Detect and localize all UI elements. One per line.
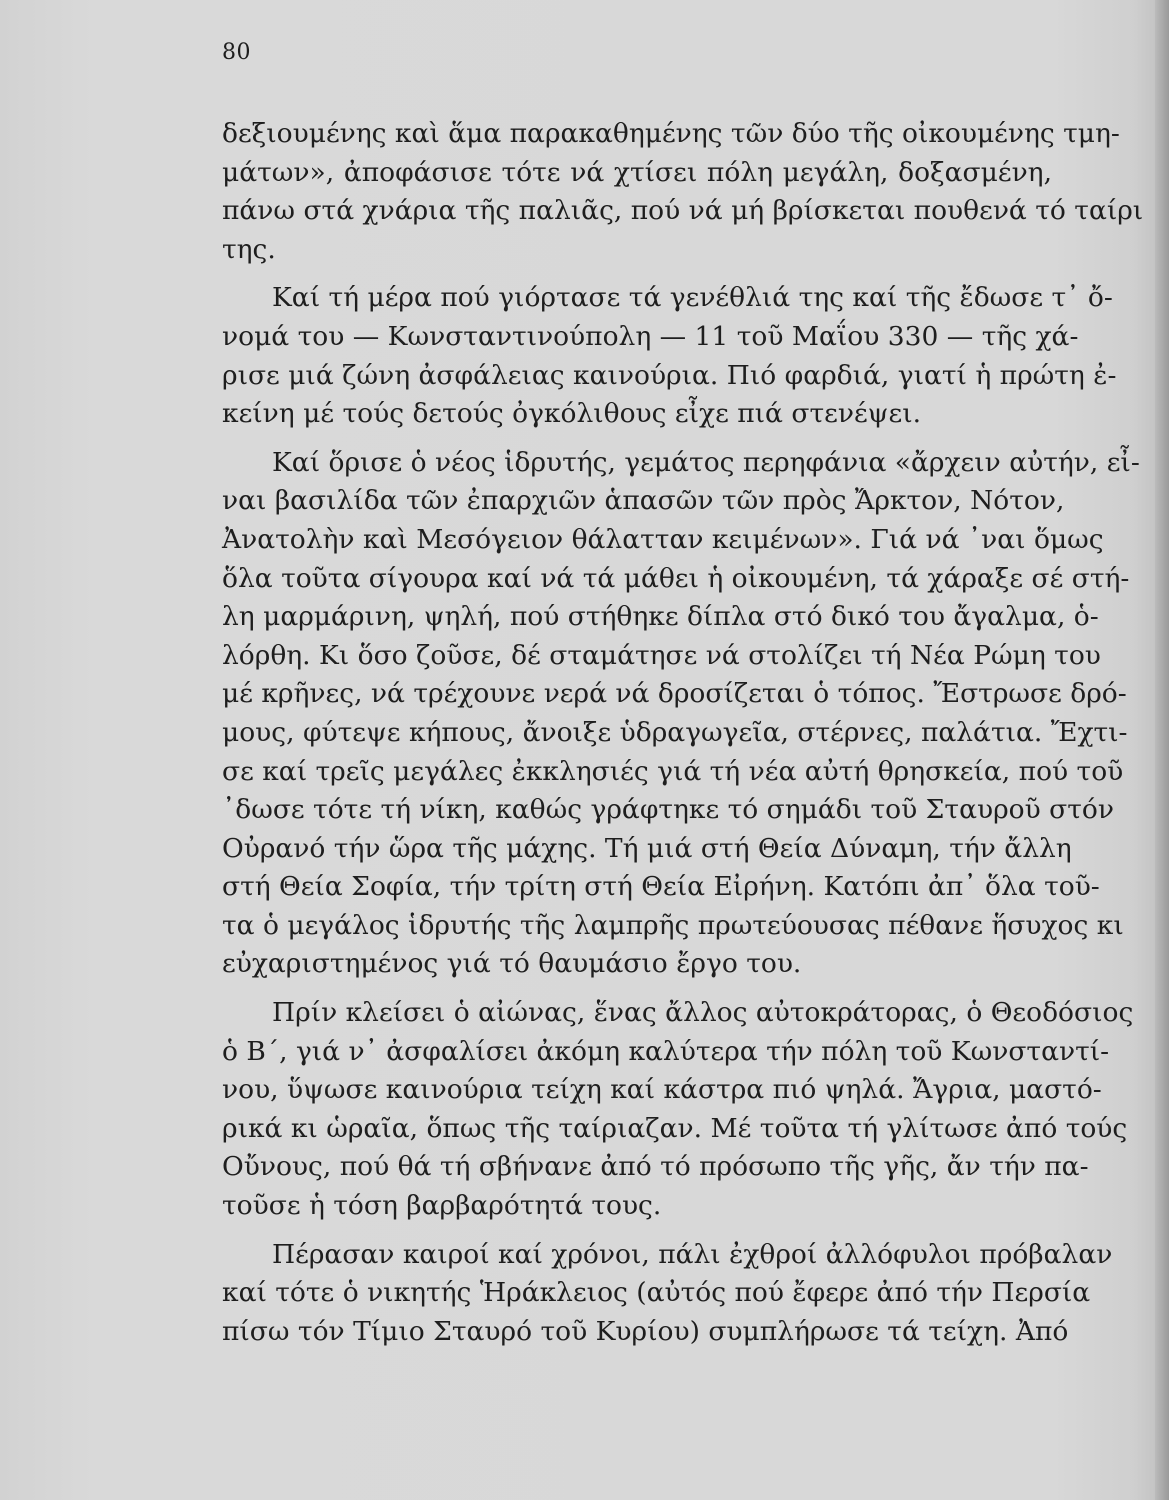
text-line: μους, φύτεψε κήπους, ἄνοιξε ὑδραγωγεῖα, στέρνες, παλάτια. Ἔχτι- — [222, 716, 1128, 748]
text-line: Ἀνατολὴν καὶ Μεσόγειον θάλατταν κειμένων». Γιά νά ᾽ναι ὅμως — [222, 523, 1104, 555]
paragraph — [222, 279, 1117, 433]
text-line: λόρθη. Κι ὅσο ζοῦσε, δέ σταμάτησε νά στολίζει τή Νέα Ρώμη του — [222, 639, 1101, 671]
text-line: νου, ὕψωσε καινούρια τείχη καί κάστρα πιό ψηλά. Ἄγρια, μαστό- — [222, 1074, 1102, 1106]
text-line: τα ὁ μεγάλος ἱδρυτής τῆς λαμπρῆς πρωτεύουσας πέθανε ἥσυχος κι — [222, 909, 1124, 941]
text-line: κείνη μέ τούς δετούς ὀγκόλιθους εἶχε πιά στενέψει. — [222, 398, 922, 430]
text-line: Οὐρανό τήν ὥρα τῆς μάχης. Τή μιά στή Θεία Δύναμη, τήν ἄλλη — [222, 832, 1072, 864]
paragraph — [222, 994, 1134, 1226]
text-line: Καί τή μέρα πού γιόρτασε τά γενέθλιά της καί τῆς ἔδωσε τ᾽ ὄ- — [272, 282, 1113, 314]
page-spine-shadow — [1155, 0, 1169, 1500]
text-line: σε καί τρεῖς μεγάλες ἐκκλησιές γιά τή νέα αὐτή θρησκεία, πού τοῦ — [222, 755, 1124, 787]
text-line: ὅλα τοῦτα σίγουρα καί νά τά μάθει ἡ οἰκουμένη, τά χάραξε σέ στή- — [222, 562, 1130, 594]
text-line: Πέρασαν καιροί καί χρόνοι, πάλι ἐχθροί ἀλλόφυλοι πρόβαλαν — [272, 1238, 1113, 1270]
text-line: Πρίν κλείσει ὁ αἰώνας, ἕνας ἄλλος αὐτοκράτορας, ὁ Θεοδόσιος — [272, 997, 1134, 1029]
text-line: λη μαρμάρινη, ψηλή, πού στήθηκε δίπλα στό δικό του ἄγαλμα, ὁ- — [222, 601, 1099, 633]
text-line: μέ κρῆνες, νά τρέχουνε νερά νά δροσίζεται ὁ τόπος. Ἔστρωσε δρό- — [222, 678, 1127, 710]
text-line: Καί ὅρισε ὁ νέος ἱδρυτής, γεμάτος περηφάνια «ἄρχειν αὐτήν, εἶ- — [272, 446, 1140, 478]
text-line: ᾽δωσε τότε τή νίκη, καθώς γράφτηκε τό σημάδι τοῦ Σταυροῦ στόν — [222, 794, 1114, 826]
paragraph — [222, 1236, 1113, 1352]
text-line: στή Θεία Σοφία, τήν τρίτη στή Θεία Εἰρήνη. Κατόπι ἀπ᾽ ὅλα τοῦ- — [222, 871, 1100, 903]
text-line: ναι βασιλίδα τῶν ἐπαρχιῶν ἁπασῶν τῶν πρὸς Ἄρκτον, Νότον, — [222, 485, 1065, 517]
body-text — [222, 115, 1144, 1351]
text-line: νομά του — Κωνσταντινούπολη — 11 τοῦ Μαΐου 330 — τῆς χά- — [222, 320, 1079, 352]
text-line: εὐχαριστημένος γιά τό θαυμάσιο ἔργο του. — [222, 948, 802, 980]
text-line: ρικά κι ὡραῖα, ὅπως τῆς ταίριαζαν. Μέ τοῦτα τή γλίτωσε ἀπό τούς — [222, 1112, 1128, 1144]
text-line: ὁ Β΄, γιά ν᾽ ἀσφαλίσει ἀκόμη καλύτερα τήν πόλη τοῦ Κωνσταντί- — [222, 1035, 1110, 1067]
text-line: καί τότε ὁ νικητής Ἡράκλειος (αὐτός πού ἔφερε ἀπό τήν Περσία — [222, 1277, 1091, 1309]
text-line: ρισε μιά ζώνη ἀσφάλειας καινούρια. Πιό φαρδιά, γιατί ἡ πρώτη ἐ- — [222, 359, 1117, 391]
paragraph — [222, 444, 1140, 984]
page-number: 80 — [222, 40, 251, 65]
paragraph — [222, 115, 1144, 269]
text-line: τοῦσε ἡ τόση βαρβαρότητά τους. — [222, 1190, 662, 1222]
text-line: της. — [222, 233, 276, 265]
text-line: πίσω τόν Τίμιο Σταυρό τοῦ Κυρίου) συμπλήρωσε τά τείχη. Ἀπό — [222, 1315, 1069, 1347]
text-line: μάτων», ἀποφάσισε τότε νά χτίσει πόλη μεγάλη, δοξασμένη, — [222, 156, 1052, 188]
text-line: δεξιουμένης καὶ ἅμα παρακαθημένης τῶν δύο τῆς οἰκουμένης τμη- — [222, 118, 1120, 149]
text-line: Οὔνους, πού θά τή σβήνανε ἀπό τό πρόσωπο τῆς γῆς, ἄν τήν πα- — [222, 1151, 1089, 1183]
text-line: πάνω στά χνάρια τῆς παλιᾶς, πού νά μή βρίσκεται πουθενά τό ταίρι — [222, 195, 1144, 227]
